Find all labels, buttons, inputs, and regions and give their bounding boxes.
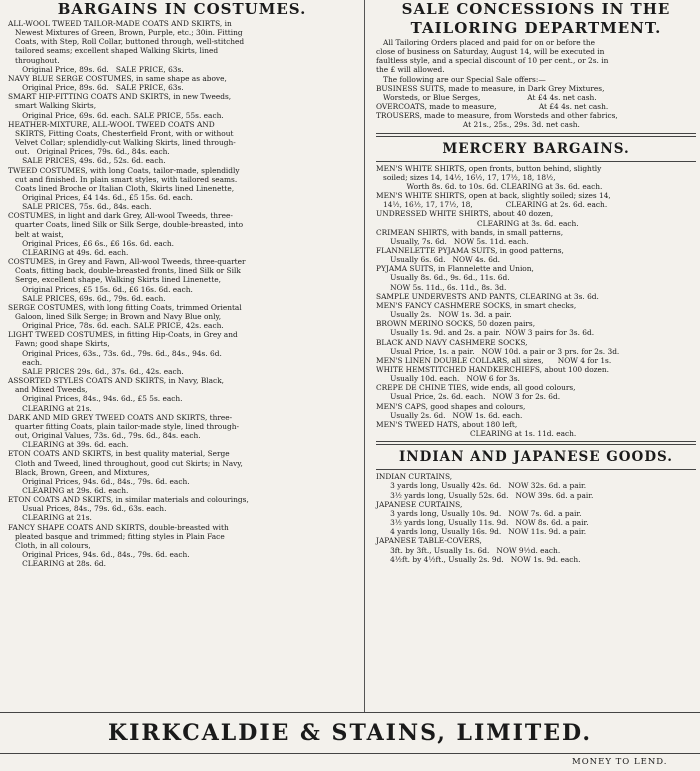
mercery-line: Usually 10d. each. NOW 6 for 3s. xyxy=(376,374,520,384)
section-rule xyxy=(376,133,696,137)
item-detail: Original Prices, £5 15s. 6d., £6 16s. 6d. each. xyxy=(8,284,193,294)
item-title: ALL-WOOL TWEED TAILOR-MADE COATS AND SKIRTS, in xyxy=(8,19,232,28)
item-detail: SALE PRICES, 49s. 6d., 52s. 6d. each. xyxy=(8,156,166,166)
mercery-line: Usually 1s. 9d. and 2s. a pair. NOW 3 pairs for 3s. 6d. xyxy=(376,328,595,338)
indian-line: 3ft. by 3ft., Usually 1s. 6d. NOW 9½d. each. xyxy=(376,545,561,555)
item-title: NAVY BLUE SERGE COSTUMES, in same shape as above, xyxy=(8,73,227,83)
column-divider xyxy=(364,0,365,712)
mercery-line: MEN'S TWEED HATS, about 180 left, xyxy=(376,419,518,429)
item-title: COSTUMES, in Grey and Fawn, All-wool Tweeds, three-quarter xyxy=(8,257,246,267)
item-detail: CLEARING at 39s. 6d. each. xyxy=(8,440,129,450)
advertiser-name: KIRKCALDIE & STAINS, LIMITED. xyxy=(107,720,593,746)
item-detail: each. xyxy=(8,357,43,367)
mercery-line: Usually 6s. 6d. NOW 4s. 6d. xyxy=(376,255,501,265)
tailoring-heading-line1: SALE CONCESSIONS IN THE xyxy=(401,0,671,18)
item-title: ETON COATS AND SKIRTS, in similar materials and colourings, xyxy=(8,495,249,505)
tailoring-line: At 21s., 25s., 29s. 3d. net cash. xyxy=(376,120,580,130)
mercery-line: soiled; sizes 14, 14½, 16½, 17, 17½, 18, 18½, xyxy=(376,172,556,182)
tailoring-intro xyxy=(376,38,696,84)
indian-line: 4½ft. by 4½ft., Usually 2s. 9d. NOW 1s. 9d. each. xyxy=(376,554,581,564)
costume-item xyxy=(8,211,356,257)
item-detail: tailored seams; excellent shaped Walking Skirts, lined xyxy=(8,46,219,56)
item-detail: Serge, excellent shape, Walking Skirts lined Linenette, xyxy=(8,275,221,285)
intro-line: the £ will allowed. xyxy=(376,65,445,75)
footer-rule-bottom xyxy=(0,753,700,754)
item-detail: Original Prices, 84s., 94s. 6d., £5 5s. each. xyxy=(8,394,183,404)
tailoring-line: BUSINESS SUITS, made to measure, in Dark Grey Mixtures, xyxy=(376,83,605,93)
item-title: SERGE COSTUMES, with long fitting Coats, trimmed Oriental xyxy=(8,302,242,312)
item-detail: cut and finished. In plain smart styles, with tailored seams. xyxy=(8,174,238,184)
item-detail: smart Walking Skirts, xyxy=(8,101,97,111)
item-title: TWEED COSTUMES, with long Coats, tailor-made, splendidly xyxy=(8,165,240,175)
item-detail: CLEARING at 29s. 6d. each. xyxy=(8,485,129,495)
item-detail: Black, Brown, Green, and Mixtures, xyxy=(8,467,150,477)
costume-item xyxy=(8,166,356,212)
item-detail: out, Original Values, 73s. 6d., 79s. 6d., 84s. each. xyxy=(8,431,201,441)
indian-line: JAPANESE TABLE-COVERS, xyxy=(376,536,482,546)
mercery-line: PYJAMA SUITS, in Flannelette and Union, xyxy=(376,264,534,274)
mercery-line: SAMPLE UNDERVESTS AND PANTS, CLEARING at 3s. 6d. xyxy=(376,291,599,301)
mercery-line: MEN'S LINEN DOUBLE COLLARS, all sizes, NOW 4 for 1s. xyxy=(376,355,612,365)
item-detail: Original Prices, £4 14s. 6d., £5 15s. 6d. each. xyxy=(8,192,193,202)
item-title: COSTUMES, in light and dark Grey, All-wool Tweeds, three- xyxy=(8,211,233,221)
mercery-line: Usually 8s. 6d., 9s. 6d., 11s. 6d. xyxy=(376,273,510,283)
tailoring-line: Worsteds, or Blue Serges, At £4 4s. net cash. xyxy=(376,92,597,102)
item-detail: throughout. xyxy=(8,55,60,65)
mercery-heading: MERCERY BARGAINS. xyxy=(442,140,630,157)
item-title: LIGHT TWEED COSTUMES, in fitting Hip-Coats, in Grey and xyxy=(8,330,238,340)
costume-item xyxy=(8,523,356,569)
mercery-line: MEN'S CAPS, good shapes and colours, xyxy=(376,401,526,411)
mercery-line: Usual Price, 1s. a pair. NOW 10d. a pair or 3 prs. for 2s. 3d. xyxy=(376,346,620,356)
costume-item xyxy=(8,19,356,74)
mercery-line: Usually, 7s. 6d. NOW 5s. 11d. each. xyxy=(376,236,529,246)
item-detail: CLEARING at 49s. 6d. each. xyxy=(8,247,129,257)
item-detail: Velvet Collar; splendidly-cut Walking Skirts, lined through- xyxy=(8,138,236,148)
intro-line: faultless style, and a special discount of 10 per cent., or 2s. in xyxy=(376,56,609,66)
mercery-line: MEN'S WHITE SHIRTS, open fronts, button behind, slightly xyxy=(376,163,602,173)
item-detail: and Mixed Tweeds, xyxy=(8,385,88,395)
costume-item xyxy=(8,257,356,303)
costume-item xyxy=(8,74,356,92)
mercery-line: WHITE HEMSTITCHED HANDKERCHIEFS, about 100 dozen. xyxy=(376,365,610,374)
indian-japanese-heading: INDIAN AND JAPANESE GOODS. xyxy=(398,449,673,466)
section-rule xyxy=(376,161,696,162)
mercery-line: Usually 2s. NOW 1s. 3d. a pair. xyxy=(376,310,512,320)
item-detail: quarter fitting Coats, plain tailor-made style, lined through- xyxy=(8,421,239,431)
indian-line: 3½ yards long, Usually 11s. 9d. NOW 8s. 6d. a pair. xyxy=(376,518,589,528)
costume-item xyxy=(8,303,356,330)
item-detail: SKIRTS, Fitting Coats, Chesterfield Front, with or without xyxy=(8,128,234,138)
right-column xyxy=(368,0,700,710)
item-detail: Coats, fitting back, double-breasted fronts, lined Silk or Silk xyxy=(8,266,241,276)
item-title: ASSORTED STYLES COATS AND SKIRTS, in Navy, Black, xyxy=(8,376,225,386)
indian-line: 3 yards long, Usually 42s. 6d. NOW 32s. 6d. a pair. xyxy=(376,481,587,491)
costume-item xyxy=(8,330,356,376)
intro-line: All Tailoring Orders placed and paid for on or before the xyxy=(376,38,596,47)
item-detail: Original Prices, £6 6s., £6 16s. 6d. each. xyxy=(8,238,175,248)
left-column xyxy=(0,0,360,710)
item-title: SMART HIP-FITTING COATS AND SKIRTS, in new Tweeds, xyxy=(8,92,232,102)
mercery-line: Usually 2s. 6d. NOW 1s. 6d. each. xyxy=(376,410,523,420)
tailoring-offers xyxy=(376,84,696,130)
item-detail: pleated basque and trimmed; fitting styles in Plain Face xyxy=(8,531,225,541)
mercery-line: CLEARING at 1s. 11d. each. xyxy=(376,429,577,439)
mercery-list xyxy=(376,164,696,439)
mercery-line: BROWN MERINO SOCKS, 50 dozen pairs, xyxy=(376,319,536,329)
item-detail: Original Price, 78s. 6d. each. SALE PRICE, 42s. each. xyxy=(8,321,224,331)
item-detail: Original Prices, 94s. 6d., 84s., 79s. 6d. each. xyxy=(8,476,190,486)
mercery-line: MEN'S FANCY CASHMERE SOCKS, in smart checks, xyxy=(376,300,577,310)
mercery-line: CREPE DE CHINE TIES, wide ends, all good colours, xyxy=(376,383,576,393)
item-detail: Usual Prices, 84s., 79s. 6d., 63s. each. xyxy=(8,504,167,514)
item-detail: Fawn; good shape Skirts, xyxy=(8,339,110,349)
indian-japanese-list xyxy=(376,472,696,564)
item-detail: Original Price, 69s. 6d. each. SALE PRICE, 55s. each. xyxy=(8,110,224,120)
mercery-line: FLANNELETTE PYJAMA SUITS, in good patterns, xyxy=(376,245,564,255)
costume-item xyxy=(8,376,356,413)
mercery-line: 14½, 16½, 17, 17½, 18, CLEARING at 2s. 6d. each. xyxy=(376,200,608,210)
item-title: FANCY SHAPE COATS AND SKIRTS, double-breasted with xyxy=(8,522,229,532)
section-rule xyxy=(376,441,696,445)
item-detail: SALE PRICES, 75s. 6d., 84s. each. xyxy=(8,202,152,212)
costume-item xyxy=(8,92,356,119)
item-detail: Original Price, 89s. 6d. SALE PRICE, 63s. xyxy=(8,83,184,93)
item-title: ETON COATS AND SKIRTS, in best quality material, Serge xyxy=(8,449,230,459)
costume-item xyxy=(8,449,356,495)
item-detail: SALE PRICES, 69s. 6d., 79s. 6d. each. xyxy=(8,293,166,303)
item-detail: SALE PRICES 29s. 6d., 37s. 6d., 42s. each. xyxy=(8,366,184,376)
costume-item xyxy=(8,413,356,450)
indian-line: 4 yards long, Usually 16s. 9d. NOW 11s. 9d. a pair. xyxy=(376,527,587,537)
mercery-line: CRIMEAN SHIRTS, with bands, in small patterns, xyxy=(376,227,564,237)
costume-item xyxy=(8,495,356,522)
costume-item xyxy=(8,120,356,166)
indian-line: JAPANESE CURTAINS, xyxy=(376,499,463,509)
item-detail: Cloth, in all colours, xyxy=(8,540,91,550)
mercery-line: Worth 8s. 6d. to 10s. 6d. CLEARING at 3s. 6d. each. xyxy=(376,181,603,191)
item-detail: Original Price, 89s. 6d. SALE PRICE, 63s. xyxy=(8,64,184,74)
item-detail: CLEARING at 28s. 6d. xyxy=(8,559,106,569)
mercery-line: BLACK AND NAVY CASHMERE SOCKS, xyxy=(376,337,528,347)
item-detail: Coats lined Broche or Italian Cloth, Skirts lined Linenette, xyxy=(8,183,235,193)
item-detail: belt at waist, xyxy=(8,229,64,239)
tailoring-line: TROUSERS, made to measure, from Worsteds and other fabrics, xyxy=(376,111,618,121)
item-title: HEATHER-MIXTURE, ALL-WOOL TWEED COATS AND xyxy=(8,119,215,129)
intro-line: The following are our Special Sale offers:— xyxy=(376,74,546,84)
indian-line: 3½ yards long, Usually 52s. 6d. NOW 39s. 6d. a pair. xyxy=(376,490,594,500)
tailoring-line: OVERCOATS, made to measure, At £4 4s. net cash. xyxy=(376,102,609,112)
item-detail: CLEARING at 21s. xyxy=(8,513,92,523)
item-detail: quarter Coats, lined Silk or Silk Serge, double-breasted, into xyxy=(8,220,244,230)
item-title: DARK AND MID GREY TWEED COATS AND SKIRTS, three- xyxy=(8,412,233,422)
item-detail: Original Prices, 63s., 73s. 6d., 79s. 6d., 84s., 94s. 6d. xyxy=(8,348,222,358)
mercery-line: CLEARING at 3s. 6d. each. xyxy=(376,218,579,228)
item-detail: Coats, with Step, Roll Collar, buttoned through, well-stitched xyxy=(8,37,245,47)
costumes-list xyxy=(8,19,356,568)
money-to-lend-heading: MONEY TO LEND. xyxy=(572,757,668,767)
item-detail: Galoon, lined Silk Serge; in Brown and Navy Blue only, xyxy=(8,312,222,321)
indian-line: INDIAN CURTAINS, xyxy=(376,472,453,482)
item-detail: Cloth and Tweed, lined throughout, good cut Skirts; in Navy, xyxy=(8,458,243,468)
item-detail: Original Prices, 94s. 6d., 84s., 79s. 6d. each. xyxy=(8,550,190,560)
section-rule xyxy=(376,469,696,470)
item-detail: Newest Mixtures of Green, Brown, Purple, etc.; 30in. Fitting xyxy=(8,28,243,38)
item-detail: out. Original Prices, 79s. 6d., 84s. each. xyxy=(8,147,170,157)
mercery-line: Usual Price, 2s. 6d. each. NOW 3 for 2s. 6d. xyxy=(376,392,561,402)
mercery-line: UNDRESSED WHITE SHIRTS, about 40 dozen, xyxy=(376,209,554,219)
costumes-heading: BARGAINS IN COSTUMES. xyxy=(57,0,307,18)
intro-line: close of business on Saturday, August 14, will be executed in xyxy=(376,47,605,57)
mercery-line: MEN'S WHITE SHIRTS, open at back, slightly soiled; sizes 14, xyxy=(376,191,611,201)
tailoring-heading-line2: TAILORING DEPARTMENT. xyxy=(410,19,662,37)
item-detail: CLEARING at 21s. xyxy=(8,403,92,413)
mercery-line: NOW 5s. 11d., 6s. 11d., 8s. 3d. xyxy=(376,282,507,292)
indian-line: 3 yards long, Usually 10s. 9d. NOW 7s. 6d. a pair. xyxy=(376,508,582,518)
